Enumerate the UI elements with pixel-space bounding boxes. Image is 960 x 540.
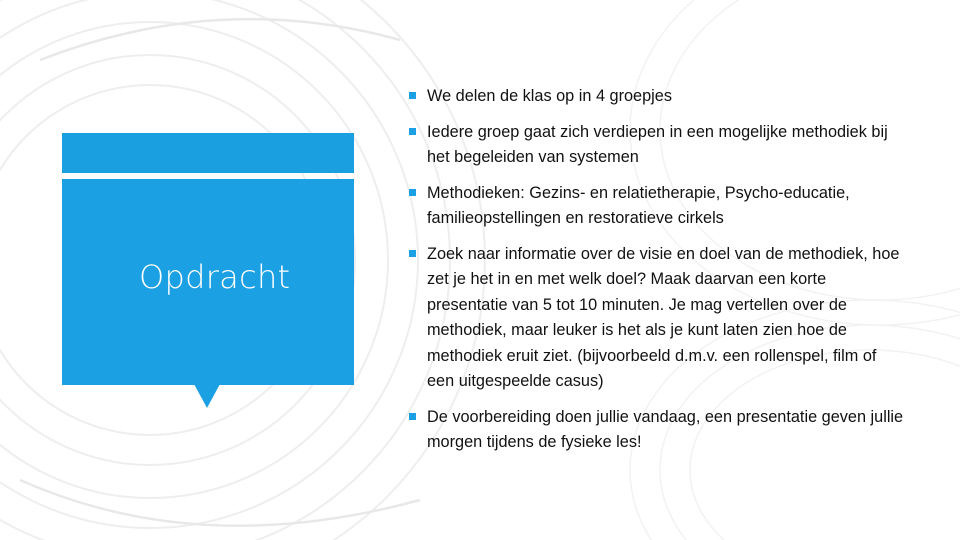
bullet-item	[408, 120, 908, 171]
bullet-item	[408, 405, 908, 456]
square-bullet-icon	[409, 189, 416, 196]
square-bullet-icon	[409, 128, 416, 135]
bullet-text: Methodieken: Gezins- en relatietherapie, Psycho-educatie, familieopstellingen en restoratieve cirkels	[427, 183, 850, 227]
square-bullet-icon	[409, 413, 416, 420]
bullet-item	[408, 242, 908, 395]
square-bullet-icon	[409, 92, 416, 99]
bullet-text: Iedere groep gaat zich verdiepen in een mogelijke methodiek bij het begeleiden van systemen	[427, 122, 888, 166]
bullet-item	[408, 181, 908, 232]
bullet-list	[408, 84, 908, 466]
slide-title: Opdracht	[139, 258, 291, 296]
bullet-item	[408, 84, 908, 110]
bullet-text: De voorbereiding doen jullie vandaag, een presentatie geven jullie morgen tijdens de fysieke les!	[427, 407, 904, 451]
title-accent-strip	[62, 133, 354, 173]
bullet-text: Zoek naar informatie over de visie en doel van de methodiek, hoe zet je het in en met welk doel? Maak daarvan een korte presentatie van 5 tot 10 minuten. Je mag vertellen over de methodiek, maar leuker is het als je kunt laten zien hoe de methodiek eruit ziet. (bijvoorbeeld d.m.v. een rollenspel, film of een uitgespeelde casus)	[427, 244, 900, 390]
title-box-pointer	[194, 384, 220, 408]
square-bullet-icon	[409, 250, 416, 257]
bullet-text: We delen de klas op in 4 groepjes	[427, 87, 672, 105]
